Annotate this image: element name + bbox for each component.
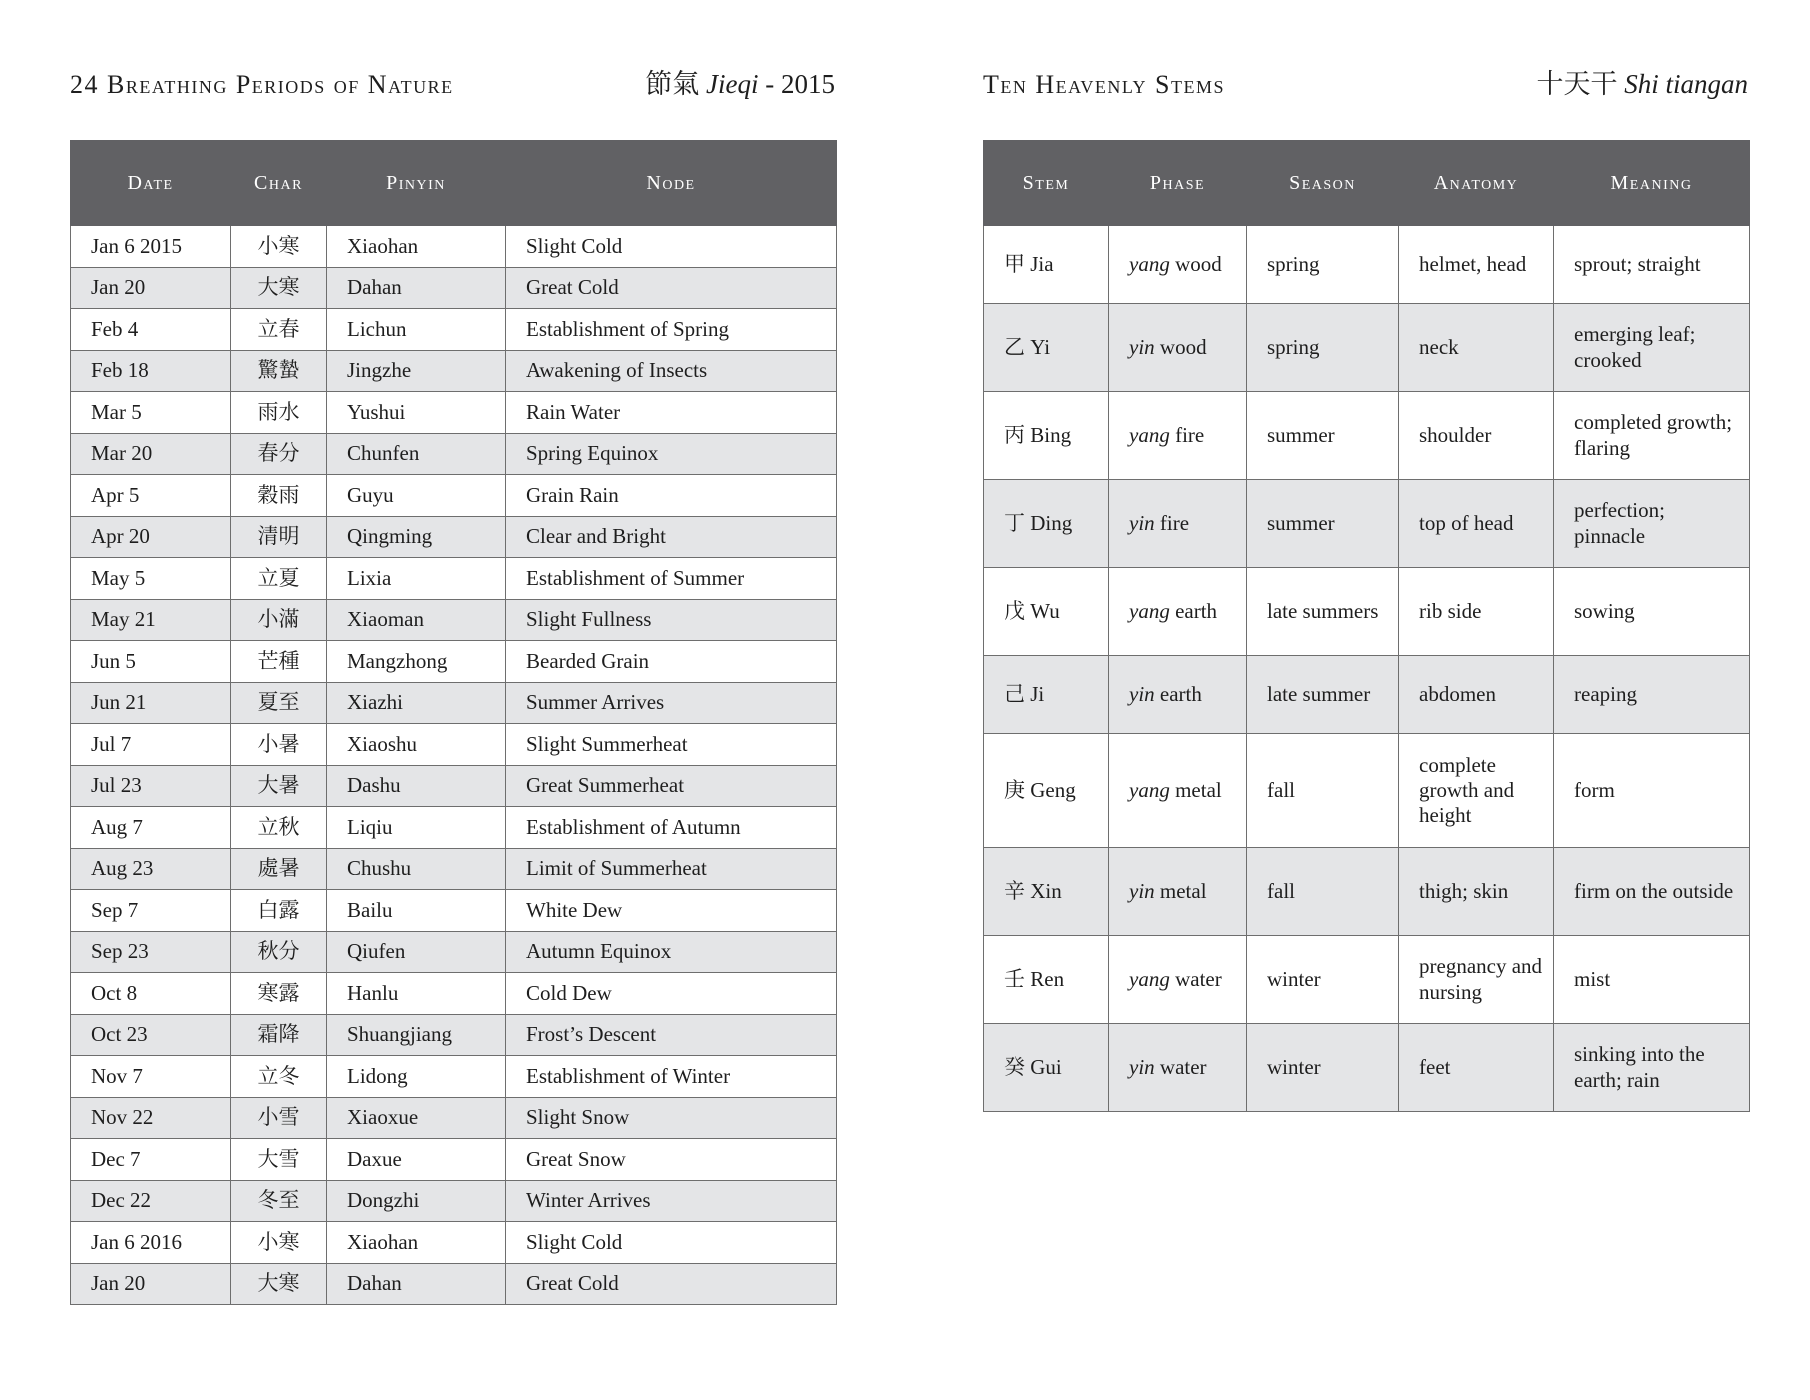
heavenly-stems-title: Ten Heavenly Stems bbox=[983, 70, 1225, 99]
pinyin-cell: Shuangjiang bbox=[327, 1014, 506, 1056]
pinyin-cell: Daxue bbox=[327, 1139, 506, 1181]
date-cell: Jan 20 bbox=[71, 267, 231, 309]
meaning-cell: mist bbox=[1554, 936, 1750, 1024]
pinyin-cell: Guyu bbox=[327, 475, 506, 517]
date-cell: Jun 21 bbox=[71, 682, 231, 724]
season-cell: fall bbox=[1247, 734, 1399, 848]
header-season: Season bbox=[1247, 141, 1399, 226]
date-cell: Aug 23 bbox=[71, 848, 231, 890]
stem-cell: 癸 Gui bbox=[984, 1024, 1109, 1112]
node-cell: Limit of Summerheat bbox=[506, 848, 837, 890]
season-cell: spring bbox=[1247, 304, 1399, 392]
table-row bbox=[71, 807, 837, 849]
element-text: metal bbox=[1154, 878, 1207, 903]
element-text: earth bbox=[1169, 598, 1218, 623]
char-cell: 霜降 bbox=[231, 1014, 327, 1056]
date-cell: Jul 7 bbox=[71, 724, 231, 766]
char-cell: 立春 bbox=[231, 309, 327, 351]
table-row bbox=[71, 267, 837, 309]
phase-cell bbox=[1109, 304, 1247, 392]
date-cell: Feb 18 bbox=[71, 350, 231, 392]
table-row bbox=[71, 1222, 837, 1264]
table-row bbox=[71, 682, 837, 724]
node-cell: Slight Cold bbox=[506, 226, 837, 268]
char-cell: 立冬 bbox=[231, 1056, 327, 1098]
anatomy-cell: complete growth and height bbox=[1399, 734, 1554, 848]
table-row bbox=[71, 641, 837, 683]
header-stem: Stem bbox=[984, 141, 1109, 226]
pinyin-cell: Xiazhi bbox=[327, 682, 506, 724]
pinyin-cell: Hanlu bbox=[327, 973, 506, 1015]
pinyin-cell: Qingming bbox=[327, 516, 506, 558]
meaning-cell: sprout; straight bbox=[1554, 226, 1750, 304]
char-cell: 小寒 bbox=[231, 226, 327, 268]
heavenly-stems-table bbox=[983, 140, 1750, 1112]
meaning-cell: completed growth; flaring bbox=[1554, 392, 1750, 480]
phase-cell bbox=[1109, 936, 1247, 1024]
node-cell: Establishment of Autumn bbox=[506, 807, 837, 849]
table-row bbox=[71, 1263, 837, 1305]
date-cell: Mar 20 bbox=[71, 433, 231, 475]
node-cell: Awakening of Insects bbox=[506, 350, 837, 392]
node-cell: Summer Arrives bbox=[506, 682, 837, 724]
pinyin-cell: Qiufen bbox=[327, 931, 506, 973]
stem-cell: 乙 Yi bbox=[984, 304, 1109, 392]
node-cell: Winter Arrives bbox=[506, 1180, 837, 1222]
table-row bbox=[984, 304, 1750, 392]
season-cell: summer bbox=[1247, 480, 1399, 568]
node-cell: Establishment of Spring bbox=[506, 309, 837, 351]
table-row bbox=[984, 656, 1750, 734]
element-text: water bbox=[1154, 1054, 1207, 1079]
char-cell: 白露 bbox=[231, 890, 327, 932]
breathing-periods-title: 24 Breathing Periods of Nature bbox=[70, 70, 454, 99]
char-cell: 大暑 bbox=[231, 765, 327, 807]
date-cell: May 5 bbox=[71, 558, 231, 600]
char-cell: 處暑 bbox=[231, 848, 327, 890]
node-cell: White Dew bbox=[506, 890, 837, 932]
polarity-text: yin bbox=[1129, 681, 1155, 706]
stem-cell: 辛 Xin bbox=[984, 848, 1109, 936]
polarity-text: yang bbox=[1129, 251, 1170, 276]
pinyin-cell: Dongzhi bbox=[327, 1180, 506, 1222]
date-cell: Nov 22 bbox=[71, 1097, 231, 1139]
node-cell: Establishment of Summer bbox=[506, 558, 837, 600]
tiangan-pinyin: Shi tiangan bbox=[1624, 69, 1748, 99]
element-text: wood bbox=[1154, 334, 1207, 359]
header-phase: Phase bbox=[1109, 141, 1247, 226]
pinyin-cell: Yushui bbox=[327, 392, 506, 434]
pinyin-cell: Liqiu bbox=[327, 807, 506, 849]
phase-cell bbox=[1109, 1024, 1247, 1112]
table-row bbox=[984, 568, 1750, 656]
table-row bbox=[984, 1024, 1750, 1112]
table-row bbox=[984, 226, 1750, 304]
phase-cell bbox=[1109, 568, 1247, 656]
table-row bbox=[71, 1180, 837, 1222]
anatomy-cell: abdomen bbox=[1399, 656, 1554, 734]
element-text: fire bbox=[1169, 422, 1205, 447]
table-row bbox=[71, 433, 837, 475]
header-node: Node bbox=[506, 141, 837, 226]
season-cell: late summer bbox=[1247, 656, 1399, 734]
polarity-text: yin bbox=[1129, 334, 1155, 359]
stem-cell: 丙 Bing bbox=[984, 392, 1109, 480]
pinyin-cell: Xiaoshu bbox=[327, 724, 506, 766]
pinyin-cell: Bailu bbox=[327, 890, 506, 932]
jieqi-subtitle bbox=[645, 62, 835, 101]
date-cell: Jan 20 bbox=[71, 1263, 231, 1305]
char-cell: 小暑 bbox=[231, 724, 327, 766]
polarity-text: yang bbox=[1129, 598, 1170, 623]
table-row bbox=[71, 226, 837, 268]
pinyin-cell: Mangzhong bbox=[327, 641, 506, 683]
date-cell: Nov 7 bbox=[71, 1056, 231, 1098]
polarity-text: yang bbox=[1129, 422, 1170, 447]
header-meaning: Meaning bbox=[1554, 141, 1750, 226]
jieqi-year: - 2015 bbox=[758, 69, 835, 99]
season-cell: winter bbox=[1247, 1024, 1399, 1112]
meaning-cell: firm on the outside bbox=[1554, 848, 1750, 936]
node-cell: Great Snow bbox=[506, 1139, 837, 1181]
breathing-periods-table bbox=[70, 140, 837, 1305]
meaning-cell: emerging leaf; crooked bbox=[1554, 304, 1750, 392]
date-cell: Mar 5 bbox=[71, 392, 231, 434]
season-cell: summer bbox=[1247, 392, 1399, 480]
table-row bbox=[71, 1097, 837, 1139]
table-row bbox=[984, 480, 1750, 568]
pinyin-cell: Xiaohan bbox=[327, 226, 506, 268]
char-cell: 立夏 bbox=[231, 558, 327, 600]
date-cell: Aug 7 bbox=[71, 807, 231, 849]
pinyin-cell: Lixia bbox=[327, 558, 506, 600]
char-cell: 穀雨 bbox=[231, 475, 327, 517]
table-row bbox=[984, 936, 1750, 1024]
node-cell: Autumn Equinox bbox=[506, 931, 837, 973]
table-header-row bbox=[984, 141, 1750, 226]
meaning-cell: perfection; pinnacle bbox=[1554, 480, 1750, 568]
header-date: Date bbox=[71, 141, 231, 226]
node-cell: Slight Summerheat bbox=[506, 724, 837, 766]
pinyin-cell: Lichun bbox=[327, 309, 506, 351]
meaning-cell: sowing bbox=[1554, 568, 1750, 656]
date-cell: Oct 8 bbox=[71, 973, 231, 1015]
pinyin-cell: Xiaohan bbox=[327, 1222, 506, 1264]
date-cell: May 21 bbox=[71, 599, 231, 641]
char-cell: 雨水 bbox=[231, 392, 327, 434]
element-text: earth bbox=[1154, 681, 1202, 706]
stem-cell: 庚 Geng bbox=[984, 734, 1109, 848]
right-page-title-row bbox=[983, 62, 1748, 102]
phase-cell bbox=[1109, 226, 1247, 304]
table-row bbox=[71, 309, 837, 351]
header-anatomy: Anatomy bbox=[1399, 141, 1554, 226]
tiangan-chars: 十天干 bbox=[1536, 69, 1618, 99]
table-row bbox=[71, 392, 837, 434]
node-cell: Rain Water bbox=[506, 392, 837, 434]
pinyin-cell: Jingzhe bbox=[327, 350, 506, 392]
date-cell: Jan 6 2015 bbox=[71, 226, 231, 268]
polarity-text: yang bbox=[1129, 966, 1170, 991]
date-cell: Dec 22 bbox=[71, 1180, 231, 1222]
node-cell: Spring Equinox bbox=[506, 433, 837, 475]
anatomy-cell: feet bbox=[1399, 1024, 1554, 1112]
stem-cell: 己 Ji bbox=[984, 656, 1109, 734]
table-row bbox=[71, 350, 837, 392]
char-cell: 春分 bbox=[231, 433, 327, 475]
table-row bbox=[71, 599, 837, 641]
char-cell: 小滿 bbox=[231, 599, 327, 641]
element-text: metal bbox=[1169, 777, 1222, 802]
phase-cell bbox=[1109, 392, 1247, 480]
char-cell: 小寒 bbox=[231, 1222, 327, 1264]
polarity-text: yin bbox=[1129, 510, 1155, 535]
date-cell: Dec 7 bbox=[71, 1139, 231, 1181]
char-cell: 驚蟄 bbox=[231, 350, 327, 392]
char-cell: 冬至 bbox=[231, 1180, 327, 1222]
table-row bbox=[71, 973, 837, 1015]
char-cell: 夏至 bbox=[231, 682, 327, 724]
season-cell: winter bbox=[1247, 936, 1399, 1024]
pinyin-cell: Chunfen bbox=[327, 433, 506, 475]
meaning-cell: sinking into the earth; rain bbox=[1554, 1024, 1750, 1112]
pinyin-cell: Dahan bbox=[327, 1263, 506, 1305]
table-row bbox=[984, 734, 1750, 848]
char-cell: 立秋 bbox=[231, 807, 327, 849]
polarity-text: yang bbox=[1129, 777, 1170, 802]
stem-cell: 丁 Ding bbox=[984, 480, 1109, 568]
stem-cell: 戊 Wu bbox=[984, 568, 1109, 656]
char-cell: 秋分 bbox=[231, 931, 327, 973]
anatomy-cell: neck bbox=[1399, 304, 1554, 392]
table-row bbox=[71, 1139, 837, 1181]
pinyin-cell: Xiaoman bbox=[327, 599, 506, 641]
node-cell: Establishment of Winter bbox=[506, 1056, 837, 1098]
char-cell: 寒露 bbox=[231, 973, 327, 1015]
table-row bbox=[71, 516, 837, 558]
node-cell: Great Cold bbox=[506, 267, 837, 309]
pinyin-cell: Dashu bbox=[327, 765, 506, 807]
node-cell: Grain Rain bbox=[506, 475, 837, 517]
polarity-text: yin bbox=[1129, 1054, 1155, 1079]
season-cell: late summers bbox=[1247, 568, 1399, 656]
header-pinyin: Pinyin bbox=[327, 141, 506, 226]
char-cell: 芒種 bbox=[231, 641, 327, 683]
table-row bbox=[71, 724, 837, 766]
char-cell: 大雪 bbox=[231, 1139, 327, 1181]
polarity-text: yin bbox=[1129, 878, 1155, 903]
date-cell: Sep 7 bbox=[71, 890, 231, 932]
anatomy-cell: pregnancy and nursing bbox=[1399, 936, 1554, 1024]
anatomy-cell: helmet, head bbox=[1399, 226, 1554, 304]
jieqi-chars: 節氣 bbox=[645, 69, 700, 99]
element-text: water bbox=[1169, 966, 1222, 991]
season-cell: fall bbox=[1247, 848, 1399, 936]
table-row bbox=[71, 1056, 837, 1098]
date-cell: Oct 23 bbox=[71, 1014, 231, 1056]
anatomy-cell: shoulder bbox=[1399, 392, 1554, 480]
pinyin-cell: Dahan bbox=[327, 267, 506, 309]
node-cell: Bearded Grain bbox=[506, 641, 837, 683]
node-cell: Clear and Bright bbox=[506, 516, 837, 558]
date-cell: Apr 5 bbox=[71, 475, 231, 517]
left-page-title-row bbox=[70, 62, 835, 102]
node-cell: Slight Snow bbox=[506, 1097, 837, 1139]
table-row bbox=[71, 475, 837, 517]
anatomy-cell: rib side bbox=[1399, 568, 1554, 656]
char-cell: 小雪 bbox=[231, 1097, 327, 1139]
date-cell: Apr 20 bbox=[71, 516, 231, 558]
date-cell: Feb 4 bbox=[71, 309, 231, 351]
node-cell: Slight Fullness bbox=[506, 599, 837, 641]
phase-cell bbox=[1109, 480, 1247, 568]
phase-cell bbox=[1109, 848, 1247, 936]
stem-cell: 甲 Jia bbox=[984, 226, 1109, 304]
table-row bbox=[984, 848, 1750, 936]
anatomy-cell: thigh; skin bbox=[1399, 848, 1554, 936]
table-header-row bbox=[71, 141, 837, 226]
pinyin-cell: Xiaoxue bbox=[327, 1097, 506, 1139]
node-cell: Slight Cold bbox=[506, 1222, 837, 1264]
meaning-cell: form bbox=[1554, 734, 1750, 848]
element-text: wood bbox=[1169, 251, 1222, 276]
phase-cell bbox=[1109, 734, 1247, 848]
table-row bbox=[71, 1014, 837, 1056]
pinyin-cell: Chushu bbox=[327, 848, 506, 890]
anatomy-cell: top of head bbox=[1399, 480, 1554, 568]
header-char: Char bbox=[231, 141, 327, 226]
stem-cell: 壬 Ren bbox=[984, 936, 1109, 1024]
node-cell: Great Summerheat bbox=[506, 765, 837, 807]
char-cell: 大寒 bbox=[231, 267, 327, 309]
jieqi-pinyin: Jieqi bbox=[706, 69, 759, 99]
char-cell: 清明 bbox=[231, 516, 327, 558]
phase-cell bbox=[1109, 656, 1247, 734]
shi-tiangan-subtitle bbox=[1536, 62, 1748, 101]
date-cell: Jul 23 bbox=[71, 765, 231, 807]
char-cell: 大寒 bbox=[231, 1263, 327, 1305]
date-cell: Jan 6 2016 bbox=[71, 1222, 231, 1264]
pinyin-cell: Lidong bbox=[327, 1056, 506, 1098]
meaning-cell: reaping bbox=[1554, 656, 1750, 734]
table-row bbox=[71, 765, 837, 807]
table-row bbox=[71, 890, 837, 932]
season-cell: spring bbox=[1247, 226, 1399, 304]
date-cell: Jun 5 bbox=[71, 641, 231, 683]
node-cell: Cold Dew bbox=[506, 973, 837, 1015]
node-cell: Frost’s Descent bbox=[506, 1014, 837, 1056]
table-row bbox=[71, 558, 837, 600]
table-row bbox=[71, 931, 837, 973]
element-text: fire bbox=[1154, 510, 1190, 535]
date-cell: Sep 23 bbox=[71, 931, 231, 973]
table-row bbox=[984, 392, 1750, 480]
node-cell: Great Cold bbox=[506, 1263, 837, 1305]
table-row bbox=[71, 848, 837, 890]
